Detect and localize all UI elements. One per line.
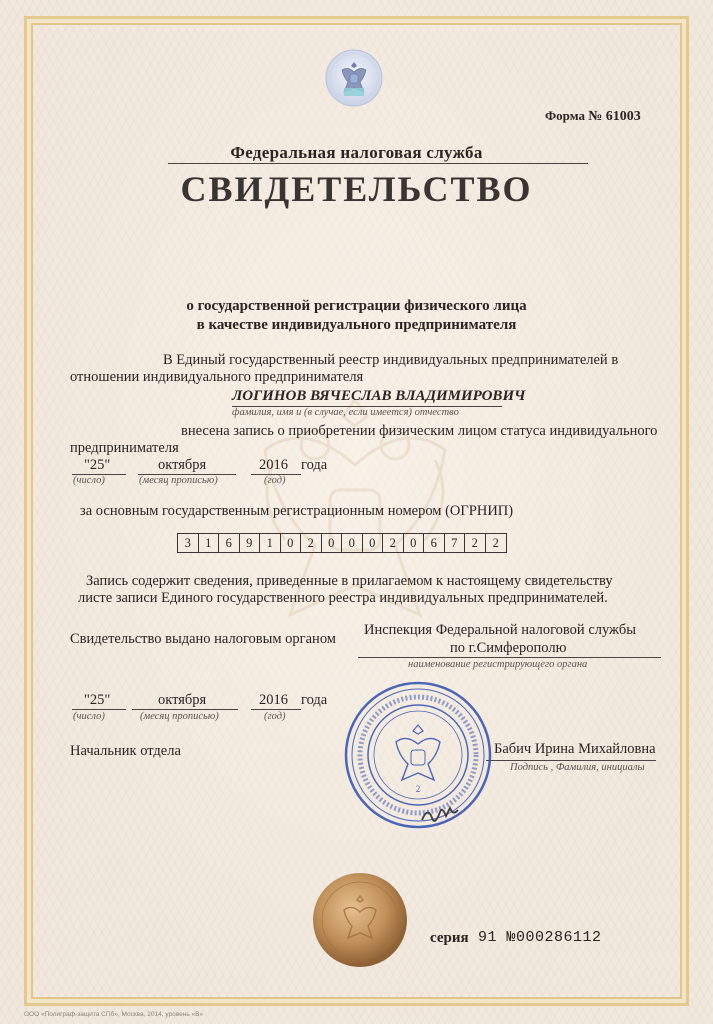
entry-line-1: внесена запись о приобретении физическим лицом статуса индивидуального — [181, 423, 658, 439]
ogrnip-digit: 0 — [342, 534, 363, 552]
ogrnip-number-boxes — [177, 533, 507, 553]
ogrnip-digit: 2 — [465, 534, 486, 552]
agency-name: Федеральная налоговая служба — [230, 143, 483, 162]
intro-line-2: отношении индивидуального предпринимателя — [70, 369, 364, 385]
printer-imprint: ООО «Полиграф-защита СПб», Москва, 2014, уровень «В» — [24, 1011, 204, 1018]
series-number: 91 №000286112 — [478, 929, 602, 946]
record-line-2: листе записи Единого государственного реестра индивидуальных предпринимателей. — [78, 590, 608, 606]
signature-mark — [418, 800, 468, 826]
ogrnip-digit: 2 — [492, 536, 499, 550]
issue-date-year-line — [251, 709, 301, 710]
issued-by-label: Свидетельство выдано налоговым органом — [70, 631, 336, 647]
form-number — [545, 108, 641, 125]
gold-embossed-seal — [310, 870, 410, 970]
issue-date-month: октября — [158, 692, 207, 708]
entry-date-year-caption: (год) — [264, 475, 286, 486]
issuer-line-2: по г.Симферополю — [450, 640, 567, 656]
issue-date-year-suffix: года — [301, 692, 328, 708]
issue-date-day-caption: (число) — [73, 711, 105, 722]
entry-date-year: 2016 — [259, 457, 288, 473]
signatory-name: Бабич Ирина Михайловна — [494, 741, 656, 757]
ogrnip-digit: 0 — [322, 534, 343, 552]
record-line-1: Запись содержит сведения, приведенные в прилагаемом к настоящему свидетельству — [86, 573, 613, 589]
issuer-line-1: Инспекция Федеральной налоговой службы — [364, 622, 636, 638]
signatory-title: Начальник отдела — [70, 743, 181, 759]
ogrnip-digit: 7 — [445, 534, 466, 552]
issuer-caption: наименование регистрирующего органа — [408, 659, 588, 670]
issue-date-year: 2016 — [259, 692, 288, 708]
entry-date-day: "25" — [84, 457, 111, 473]
issue-date-month-line — [132, 709, 238, 710]
intro-line-1: В Единый государственный реестр индивидуальных предпринимателей в — [163, 352, 619, 368]
entry-date-month: октября — [158, 457, 207, 473]
ogrnip-digit: 6 — [424, 534, 445, 552]
signatory-underline — [486, 760, 656, 761]
ogrnip-label: за основным государственным регистрационным номером (ОГРНИП) — [80, 503, 514, 519]
ogrnip-digit: 0 — [281, 534, 302, 552]
agency-underline — [168, 163, 588, 164]
ogrnip-digit: 6 — [219, 534, 240, 552]
subtitle-line-2: в качестве индивидуального предпринимателя — [196, 317, 517, 333]
ogrnip-digit: 3 — [178, 534, 199, 552]
document-title: СВИДЕТЕЛЬСТВО — [180, 169, 533, 209]
issue-date-day: "25" — [84, 692, 111, 708]
entry-date-day-caption: (число) — [73, 475, 105, 486]
issue-date-year-caption: (год) — [264, 711, 286, 722]
signatory-caption: Подпись , Фамилия, инициалы — [510, 762, 645, 773]
ogrnip-digit: 2 — [301, 534, 322, 552]
document-subtitle — [0, 297, 713, 335]
form-number-value: № 61003 — [588, 109, 641, 124]
entry-line-2: предпринимателя — [70, 440, 179, 456]
ogrnip-digit: 2 — [383, 534, 404, 552]
ogrnip-digit: 1 — [260, 534, 281, 552]
person-name: ЛОГИНОВ ВЯЧЕСЛАВ ВЛАДИМИРОВИЧ — [232, 388, 526, 404]
person-name-caption: фамилия, имя и (в случае, если имеется) отчество — [232, 407, 459, 418]
form-label: Форма — [545, 108, 585, 123]
entry-date-year-suffix: года — [301, 457, 328, 473]
subtitle-line-1: о государственной регистрации физического лица — [186, 298, 527, 314]
eagle-emblem-icon — [324, 48, 384, 108]
ogrnip-digit: 9 — [240, 534, 261, 552]
issue-date-month-caption: (месяц прописью) — [140, 711, 219, 722]
series-label: серия — [430, 930, 469, 946]
issue-date-day-line — [72, 709, 126, 710]
entry-date-month-caption: (месяц прописью) — [139, 475, 218, 486]
svg-text:2: 2 — [415, 784, 421, 794]
ogrnip-digit: 0 — [404, 534, 425, 552]
issuer-underline — [358, 657, 661, 658]
ogrnip-digit: 0 — [363, 534, 384, 552]
ogrnip-digit: 1 — [199, 534, 220, 552]
